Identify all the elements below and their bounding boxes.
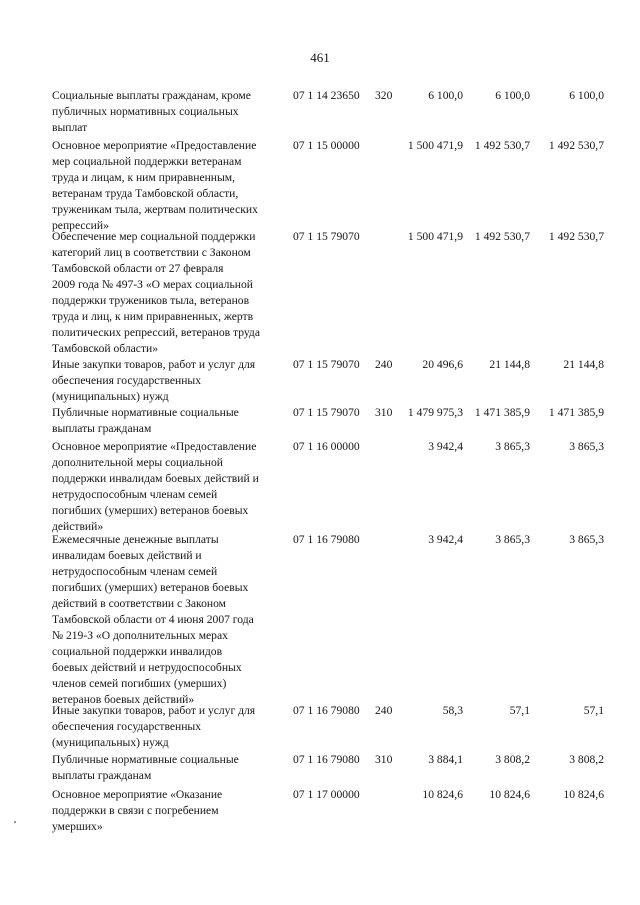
amount-year-2: 1 492 530,7 [474,139,530,152]
target-article-code: 07 1 17 00000 [293,788,360,801]
amount-year-2: 3 865,3 [495,533,530,546]
amount-year-1: 3 884,1 [428,753,463,766]
target-article-code: 07 1 16 00000 [293,440,360,453]
expense-type-code: 240 [375,704,393,717]
row-description: Иные закупки товаров, работ и услуг для обеспечения государственных (муниципальных) нужд [52,358,256,403]
expense-type-code: 310 [375,753,393,766]
target-article-code: 07 1 16 79080 [293,753,360,766]
amount-year-1: 58,3 [442,704,463,717]
amount-year-3: 1 492 530,7 [548,230,604,243]
row-description: Публичные нормативные социальные выплаты гражданам [52,753,239,782]
amount-year-2: 57,1 [509,704,530,717]
amount-year-1: 1 479 975,3 [407,406,463,419]
row-description: Основное мероприятие «Предоставление мер социальной поддержки ветеранам труда и лицам, к ним приравненным, ветеранам труда Тамбовской области, труженикам тыла, жертвам политических репрессий» [52,139,258,232]
amount-year-1: 6 100,0 [428,89,463,102]
target-article-code: 07 1 15 79070 [293,406,360,419]
row-description: Основное мероприятие «Оказание поддержки в связи с погребением умерших» [52,788,223,833]
amount-year-2: 10 824,6 [489,788,530,801]
row-description: Иные закупки товаров, работ и услуг для обеспечения государственных (муниципальных) нужд [52,704,256,749]
row-description: Основное мероприятие «Предоставление дополнительной меры социальной поддержки инвалидам боевых действий и нетрудоспособным членам семей погибших (умерших) ветеранов боевых действий» [52,440,259,533]
amount-year-2: 3 808,2 [495,753,530,766]
amount-year-2: 1 492 530,7 [474,230,530,243]
amount-year-1: 20 496,6 [422,358,463,371]
amount-year-3: 57,1 [583,704,604,717]
scan-speck [14,821,16,823]
target-article-code: 07 1 16 79080 [293,533,360,546]
amount-year-3: 3 865,3 [569,533,604,546]
amount-year-2: 3 865,3 [495,440,530,453]
amount-year-3: 21 144,8 [563,358,604,371]
amount-year-2: 21 144,8 [489,358,530,371]
amount-year-3: 3 865,3 [569,440,604,453]
amount-year-3: 1 492 530,7 [548,139,604,152]
target-article-code: 07 1 15 79070 [293,358,360,371]
target-article-code: 07 1 16 79080 [293,704,360,717]
amount-year-1: 3 942,4 [428,440,463,453]
expense-type-code: 320 [375,89,393,102]
row-description: Ежемесячные денежные выплаты инвалидам боевых действий и нетрудоспособным членам семей погибших (умерших) ветеранов боевых действий в соответствии с Законом Тамбовской области от 4 июня 2007 года № 219-З «О дополнительных мерах социальной поддержки инвалидов боевых действий и нетрудоспособных членов семей погибших (умерших) ветеранов боевых действий» [52,533,254,706]
amount-year-3: 6 100,0 [569,89,604,102]
expense-type-code: 240 [375,358,393,371]
target-article-code: 07 1 14 23650 [293,89,360,102]
amount-year-1: 1 500 471,9 [407,139,463,152]
amount-year-1: 10 824,6 [422,788,463,801]
amount-year-3: 10 824,6 [563,788,604,801]
row-description: Обеспечение мер социальной поддержки категорий лиц в соответствии с Законом Тамбовской области от 27 февраля 2009 года № 497-З «О мерах социальной поддержки тружеников тыла, ветеранов труда и лиц, к ним приравненных, жертв политических репрессий, ветеранов труда Тамбовской области» [52,230,260,355]
page-number: 461 [310,50,330,65]
row-description: Публичные нормативные социальные выплаты гражданам [52,406,239,435]
amount-year-3: 1 471 385,9 [548,406,604,419]
amount-year-3: 3 808,2 [569,753,604,766]
amount-year-2: 6 100,0 [495,89,530,102]
amount-year-2: 1 471 385,9 [474,406,530,419]
amount-year-1: 3 942,4 [428,533,463,546]
target-article-code: 07 1 15 00000 [293,139,360,152]
amount-year-1: 1 500 471,9 [407,230,463,243]
target-article-code: 07 1 15 79070 [293,230,360,243]
expense-type-code: 310 [375,406,393,419]
row-description: Социальные выплаты гражданам, кроме публичных нормативных социальных выплат [52,89,251,134]
